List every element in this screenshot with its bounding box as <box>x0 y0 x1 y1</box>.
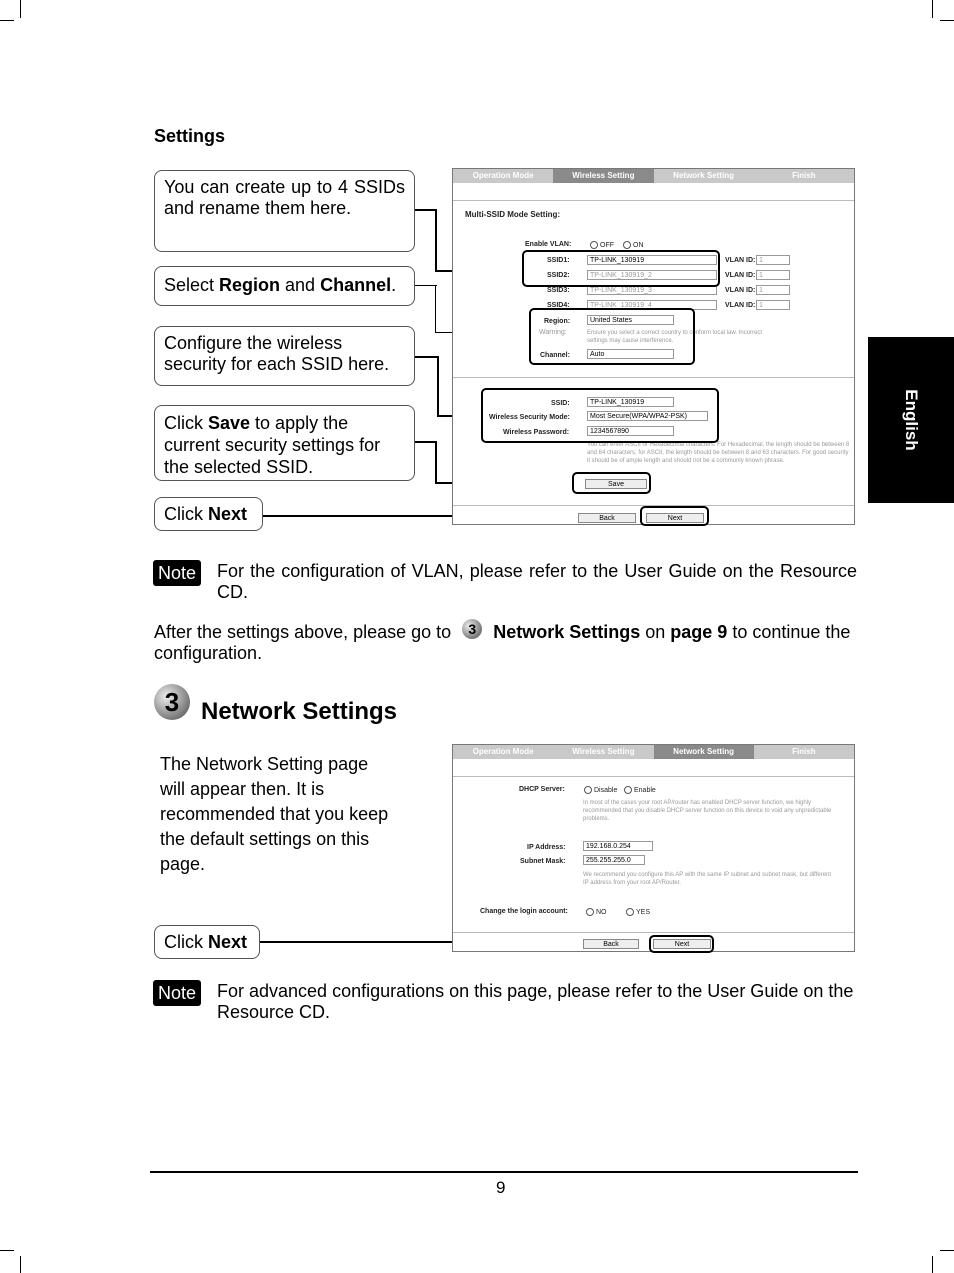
vlan-id-input[interactable]: 1 <box>756 300 790 310</box>
back-button[interactable]: Back <box>583 939 639 949</box>
wizard-tabs <box>453 745 854 759</box>
callout-bold-region: Region <box>219 275 281 295</box>
security-mode-label: Wireless Security Mode: <box>489 414 570 421</box>
callout-security: Configure the wireless security for each SSID here. <box>154 326 415 386</box>
radio-icon <box>584 786 592 794</box>
login-label: Change the login account: <box>480 908 568 915</box>
vlan-off-radio[interactable] <box>590 241 614 249</box>
callout-next <box>154 925 260 959</box>
connector-line <box>435 441 437 484</box>
network-paragraph: The Network Setting page will appear then. It is recommended that you keep the default settings on this page. <box>160 754 389 874</box>
divider <box>453 200 854 201</box>
login-yes-label: YES <box>636 908 651 916</box>
note-tag: Note <box>153 560 201 586</box>
callout-next <box>154 497 263 531</box>
ssid-select[interactable]: TP-LINK_130919 <box>587 397 674 407</box>
connector-line <box>435 209 437 272</box>
vlan-id-input[interactable]: 1 <box>756 270 790 280</box>
network-settings-ref: Network Settings <box>493 622 641 642</box>
divider <box>453 932 854 933</box>
continue-text: After the settings above, please go to <box>154 622 452 642</box>
callout-save <box>154 405 415 481</box>
crop-mark <box>0 1250 14 1251</box>
step-3-icon: 3 <box>154 684 190 720</box>
callout-text: Select <box>164 275 220 295</box>
radio-icon <box>624 786 632 794</box>
next-button[interactable]: Next <box>646 513 704 523</box>
channel-label: Channel: <box>540 352 570 359</box>
crop-mark <box>20 1256 21 1273</box>
channel-select[interactable]: Auto <box>587 349 674 359</box>
highlight-save <box>572 472 651 494</box>
login-no-radio[interactable] <box>586 908 607 916</box>
mask-select[interactable]: 255.255.255.0 <box>583 855 645 865</box>
step-3-icon: 3 <box>462 619 482 639</box>
region-select[interactable]: United States <box>587 315 674 325</box>
password-hint: You can enter ASCII or Hexadecimal characters. For Hexadecimal, the length should be between 8 and 64 characters; for ASCII, the length should be between 8 and 63 characters. For good security it should be of ample length and should not be a commonly known phrase. <box>587 442 850 464</box>
highlight-next <box>640 506 709 526</box>
multi-ssid-title: Multi-SSID Mode Setting: <box>465 210 561 219</box>
callout-bold-next: Next <box>208 504 248 524</box>
vlan-off-label: OFF <box>600 241 614 249</box>
crop-mark <box>0 20 14 21</box>
tab-operation-mode[interactable]: Operation Mode <box>453 169 553 183</box>
ssid-label: SSID: <box>551 400 570 407</box>
crop-mark <box>932 1256 933 1273</box>
vlan-on-radio[interactable] <box>623 241 644 249</box>
vlan-id-label: VLAN ID: <box>725 272 756 279</box>
ssid3-input[interactable]: TP-LINK_130919_3 <box>587 285 717 295</box>
dhcp-label: DHCP Server: <box>519 786 565 793</box>
dhcp-disable-label: Disable <box>594 786 618 794</box>
tab-finish[interactable]: Finish <box>754 169 854 183</box>
note-tag: Note <box>153 980 201 1006</box>
callout-bold-channel: Channel <box>320 275 392 295</box>
enable-vlan-label: Enable VLAN: <box>525 241 572 248</box>
ip-input[interactable]: 192.168.0.254 <box>583 841 653 851</box>
callout-text: Click <box>164 932 208 952</box>
radio-icon <box>590 241 598 249</box>
callout-ssids: You can create up to 4 SSIDs and rename them here. <box>154 170 415 252</box>
callout-bold-next: Next <box>208 932 248 952</box>
vlan-id-label: VLAN ID: <box>725 287 756 294</box>
dhcp-disable-radio[interactable] <box>584 786 617 794</box>
radio-icon <box>626 908 634 916</box>
security-mode-select[interactable]: Most Secure(WPA/WPA2-PSK) <box>587 411 708 421</box>
region-label: Region: <box>544 318 571 325</box>
vlan-id-input[interactable]: 1 <box>756 285 790 295</box>
tab-wireless-setting[interactable]: Wireless Setting <box>553 745 653 759</box>
login-yes-radio[interactable] <box>626 908 650 916</box>
wizard-tabs <box>453 169 854 183</box>
page-number: 9 <box>496 1178 506 1197</box>
tab-finish[interactable]: Finish <box>754 745 854 759</box>
note-text: For advanced configurations on this page, please refer to the User Guide on the Resource CD. <box>217 981 854 1022</box>
ip-label: IP Address: <box>527 844 566 851</box>
crop-mark <box>940 1250 954 1251</box>
ssid4-label: SSID4: <box>547 302 570 309</box>
warning-text: Ensure you select a correct country to conform local law. Incorrect settings may cause interference. <box>587 330 763 344</box>
continue-text: to continue the configuration. <box>154 622 851 663</box>
save-button[interactable]: Save <box>585 479 647 489</box>
password-label: Wireless Password: <box>503 429 570 436</box>
ip-hint: We recommend you configure this AP with the same IP subnet and subnet mask, but different IP address from your root AP/Router. <box>583 872 832 886</box>
crop-mark <box>940 20 954 21</box>
ssid3-label: SSID3: <box>547 287 570 294</box>
connector-line <box>415 209 437 211</box>
ssid1-label: SSID1: <box>547 257 570 264</box>
dhcp-enable-label: Enable <box>634 786 656 794</box>
continue-instructions <box>154 622 858 664</box>
ssid1-input[interactable]: TP-LINK_130919 <box>587 255 717 265</box>
ssid4-input[interactable]: TP-LINK_130919_4 <box>587 300 717 310</box>
connector-line <box>435 285 436 333</box>
back-button[interactable]: Back <box>578 513 636 523</box>
tab-network-setting[interactable]: Network Setting <box>654 745 754 759</box>
callout-text: Click <box>164 504 208 524</box>
highlight-next <box>649 935 714 953</box>
connector-line <box>437 356 439 417</box>
radio-icon <box>586 908 594 916</box>
crop-mark <box>932 0 933 18</box>
vlan-on-label: ON <box>633 241 644 249</box>
warning-label: Warning: <box>539 329 567 336</box>
tab-operation-mode[interactable]: Operation Mode <box>453 745 553 759</box>
divider <box>453 776 854 777</box>
connector-line <box>415 285 437 286</box>
highlight-security <box>481 388 719 443</box>
language-side-tab <box>868 337 954 503</box>
vlan-id-input[interactable]: 1 <box>756 255 790 265</box>
callout-text: and <box>280 275 321 295</box>
connector-line <box>415 441 437 443</box>
mask-label: Subnet Mask: <box>520 858 566 865</box>
highlight-region-channel <box>529 308 695 365</box>
footer-rule <box>150 1171 858 1173</box>
dhcp-hint: In most of the cases your root AP/router has enabled DHCP server function, we highly recommended that you disable DHCP server function on this device to void any unpredictable problems. <box>583 800 832 822</box>
vlan-id-label: VLAN ID: <box>725 257 756 264</box>
connector-line <box>415 356 438 358</box>
divider <box>453 377 854 378</box>
section-title: Network Settings <box>201 698 398 725</box>
password-input[interactable]: 1234567890 <box>587 426 674 436</box>
callout-text: to apply the current security settings for the selected SSID. <box>164 413 381 477</box>
callout-text: Click <box>164 413 208 433</box>
tab-network-setting[interactable]: Network Setting <box>654 169 754 183</box>
dhcp-enable-radio[interactable] <box>624 786 656 794</box>
tab-wireless-setting[interactable]: Wireless Setting <box>553 169 653 183</box>
highlight-ssid-rows <box>522 250 720 287</box>
callout-region-channel <box>154 266 415 306</box>
callout-text: . <box>391 275 397 295</box>
page-ref: page 9 <box>670 622 728 642</box>
settings-heading: Settings <box>154 126 226 146</box>
radio-icon <box>623 241 631 249</box>
callout-bold-save: Save <box>208 413 251 433</box>
next-button[interactable]: Next <box>653 939 711 949</box>
vlan-id-label: VLAN ID: <box>725 302 756 309</box>
ssid2-label: SSID2: <box>547 272 570 279</box>
ssid2-input[interactable]: TP-LINK_130919_2 <box>587 270 717 280</box>
crop-mark <box>20 0 21 18</box>
language-side-tab-label: English <box>902 389 921 451</box>
continue-text: on <box>640 622 671 642</box>
login-no-label: NO <box>596 908 607 916</box>
network-setting-screenshot <box>452 744 855 952</box>
note-text: For the configuration of VLAN, please refer to the User Guide on the Resource CD. <box>217 561 857 602</box>
